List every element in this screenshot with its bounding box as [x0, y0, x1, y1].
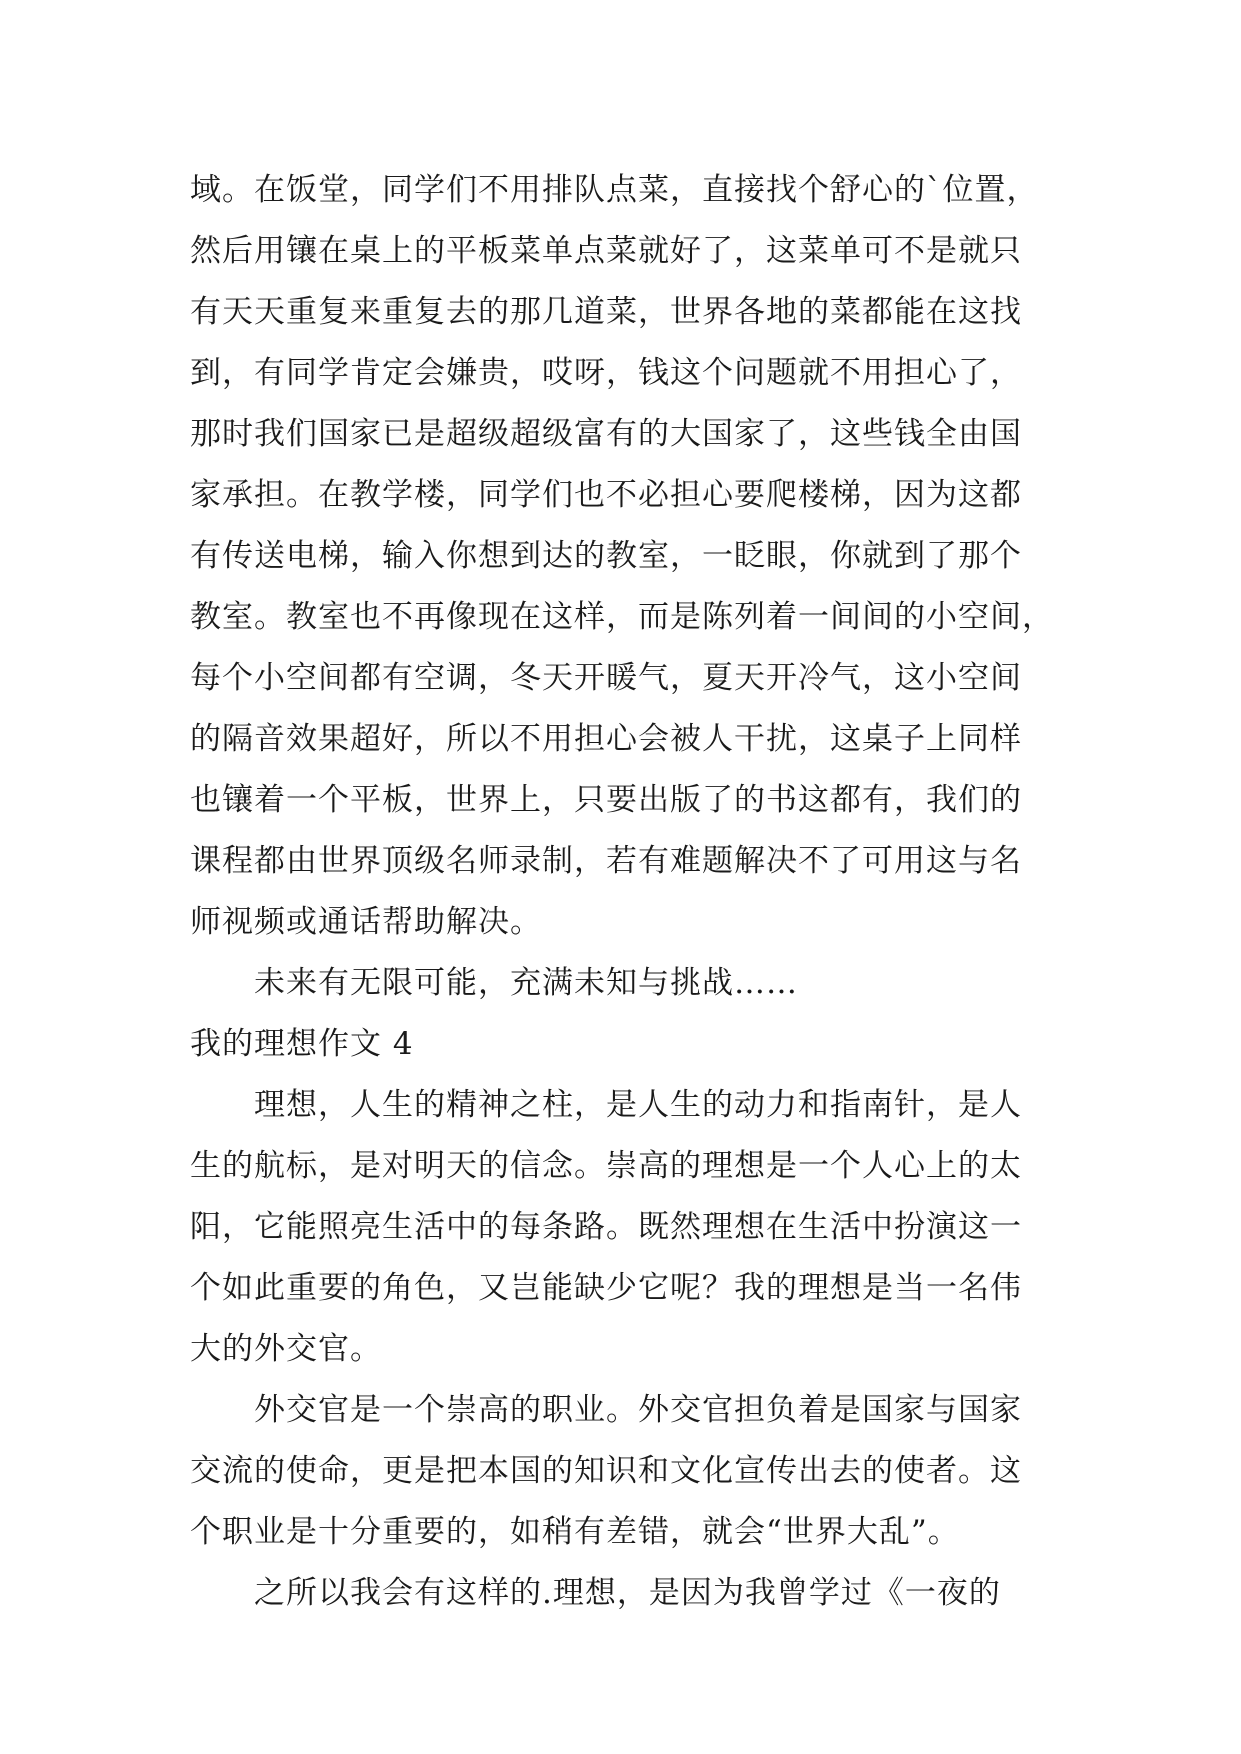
document-page	[190, 160, 1054, 1624]
text-line: 师视频或通话帮助解决。	[190, 904, 542, 940]
paragraph-3	[190, 1075, 1054, 1380]
text-line: 每个小空间都有空调，冬天开暖气，夏天开冷气，这小空间	[190, 660, 1022, 696]
text-line: 教室。教室也不再像现在这样，而是陈列着一间间的小空间，	[190, 599, 1054, 635]
text-line: 理想，人生的精神之柱，是人生的动力和指南针，是人	[254, 1087, 1022, 1123]
text-line: 生的航标，是对明天的信念。崇高的理想是一个人心上的太	[190, 1148, 1022, 1184]
text-line: 家承担。在教学楼，同学们也不必担心要爬楼梯，因为这都	[190, 477, 1022, 513]
text-line: 那时我们国家已是超级超级富有的大国家了，这些钱全由国	[190, 416, 1022, 452]
text-line: 然后用镶在桌上的平板菜单点菜就好了，这菜单可不是就只	[190, 233, 1022, 269]
paragraph-5	[190, 1563, 1054, 1624]
text-line: 交流的使命，更是把本国的知识和文化宣传出去的使者。这	[190, 1453, 1022, 1489]
essay-title-text: 我的理想作文 4	[190, 1026, 414, 1062]
text-line: 课程都由世界顶级名师录制，若有难题解决不了可用这与名	[190, 843, 1022, 879]
text-line: 有天天重复来重复去的那几道菜，世界各地的菜都能在这找	[190, 294, 1022, 330]
text-line: 个职业是十分重要的，如稍有差错，就会“世界大乱”。	[190, 1514, 960, 1550]
essay-title	[190, 1014, 1054, 1075]
text-line: 到，有同学肯定会嫌贵，哎呀，钱这个问题就不用担心了，	[190, 355, 1022, 391]
text-line: 外交官是一个崇高的职业。外交官担负着是国家与国家	[254, 1392, 1022, 1428]
text-line: 个如此重要的角色，又岂能缺少它呢？我的理想是当一名伟	[190, 1270, 1022, 1306]
paragraph-4	[190, 1380, 1054, 1563]
text-line: 未来有无限可能，充满未知与挑战……	[254, 965, 798, 1001]
text-line: 阳，它能照亮生活中的每条路。既然理想在生活中扮演这一	[190, 1209, 1022, 1245]
text-line: 有传送电梯，输入你想到达的教室，一眨眼，你就到了那个	[190, 538, 1022, 574]
text-line: 域。在饭堂，同学们不用排队点菜，直接找个舒心的`位置，	[190, 172, 1039, 208]
text-line: 也镶着一个平板，世界上，只要出版了的书这都有，我们的	[190, 782, 1022, 818]
text-line: 的隔音效果超好，所以不用担心会被人干扰，这桌子上同样	[190, 721, 1022, 757]
text-line: 大的外交官。	[190, 1331, 382, 1367]
paragraph-1	[190, 160, 1054, 953]
paragraph-2	[190, 953, 1054, 1014]
text-line: 之所以我会有这样的.理想，是因为我曾学过《一夜的	[254, 1575, 1001, 1611]
